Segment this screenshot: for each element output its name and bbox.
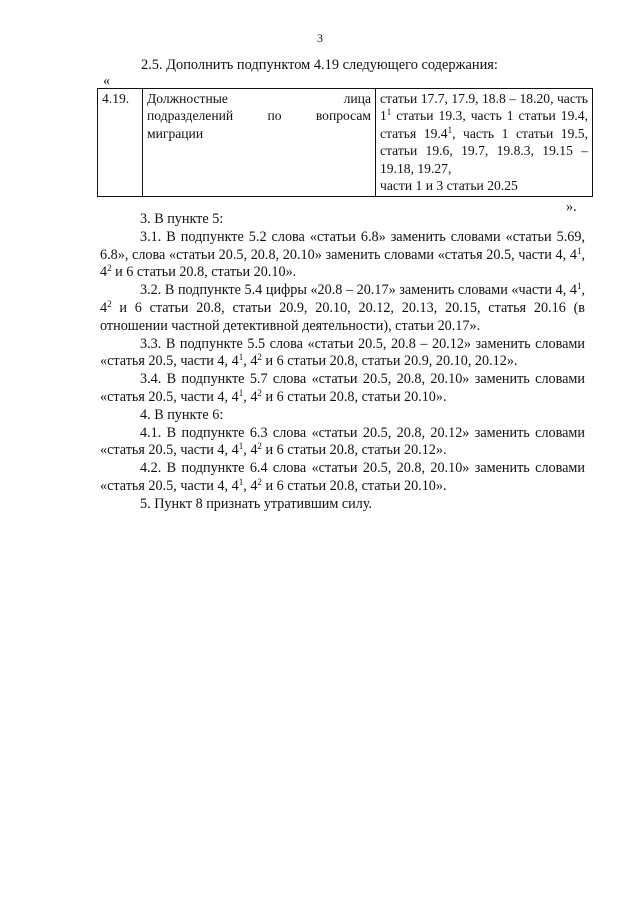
item-3-2: 3.2. В подпункте 5.4 цифры «20.8 – 20.17» заменить словами «части 4, $4^1$, $4^2$ и 6 статьи 20.8, статьи 20.9, 20.10, 20.12, 20.13, 20.15, статья 20.16 (в отношении частной детективной деятельности), статьи 20.17». (100, 281, 585, 334)
articles-last-line: части 1 и 3 статьи 20.25 (380, 178, 518, 194)
item-3: 3. В пункте 5: (140, 211, 224, 227)
articles-text: статьи 17.7, 17.9, 18.8 – 18.20, часть $1^1$ статьи 19.3, часть 1 статьи 19.4, статья 19.4$^1$, часть 1 статьи 19.5, статьи 19.6, 19.7, 19.8.3, 19.15 – 19.18, 19.27, (380, 91, 588, 176)
subject-line: миграции (147, 125, 204, 141)
section-heading: 2.5. Дополнить подпунктом 4.19 следующего содержания: (141, 57, 498, 73)
subject-line: подразделений по вопросам (147, 108, 371, 124)
item-number-cell: 4.19. (98, 89, 143, 197)
closing-quote: ». (566, 199, 577, 215)
opening-quote: « (103, 73, 111, 89)
item-3-4: 3.4. В подпункте 5.7 слова «статьи 20.5, 20.8, 20.10» заменить словами «статья 20.5, части 4, $4^1$, $4^2$ и 6 статьи 20.8, статьи 20.10». (100, 371, 585, 405)
document-body (100, 211, 585, 514)
page-number: 3 (317, 31, 323, 45)
articles-cell (376, 89, 593, 197)
amendment-table (97, 88, 593, 197)
subject-line: Должностные лица (147, 91, 371, 106)
subject-cell (143, 89, 376, 197)
item-3-3: 3.3. В подпункте 5.5 слова «статьи 20.5, 20.8 – 20.12» заменить словами «статья 20.5, части 4, $4^1$, $4^2$ и 6 статьи 20.8, статьи 20.9, 20.10, 20.12». (100, 335, 585, 370)
item-5: 5. Пункт 8 признать утратившим силу. (140, 495, 373, 512)
item-4-2: 4.2. В подпункте 6.4 слова «статьи 20.5, 20.8, 20.10» заменить словами «статья 20.5, части 4, $4^1$, $4^2$ и 6 статьи 20.8, статьи 20.10». (100, 460, 585, 494)
table-row (98, 89, 593, 197)
item-4-1: 4.1. В подпункте 6.3 слова «статьи 20.5, 20.8, 20.12» заменить словами «статья 20.5, части 4, $4^1$, $4^2$ и 6 статьи 20.8, статьи 20.12». (100, 424, 585, 459)
item-3-1: 3.1. В подпункте 5.2 слова «статьи 6.8» заменить словами «статьи 5.69, 6.8», слова «статьи 20.5, 20.8, 20.10» заменить словами «статья 20.5, части 4, $4^1$, $4^2$ и 6 статьи 20.8, статьи 20.10». (100, 228, 585, 281)
item-4: 4. В пункте 6: (140, 406, 224, 423)
